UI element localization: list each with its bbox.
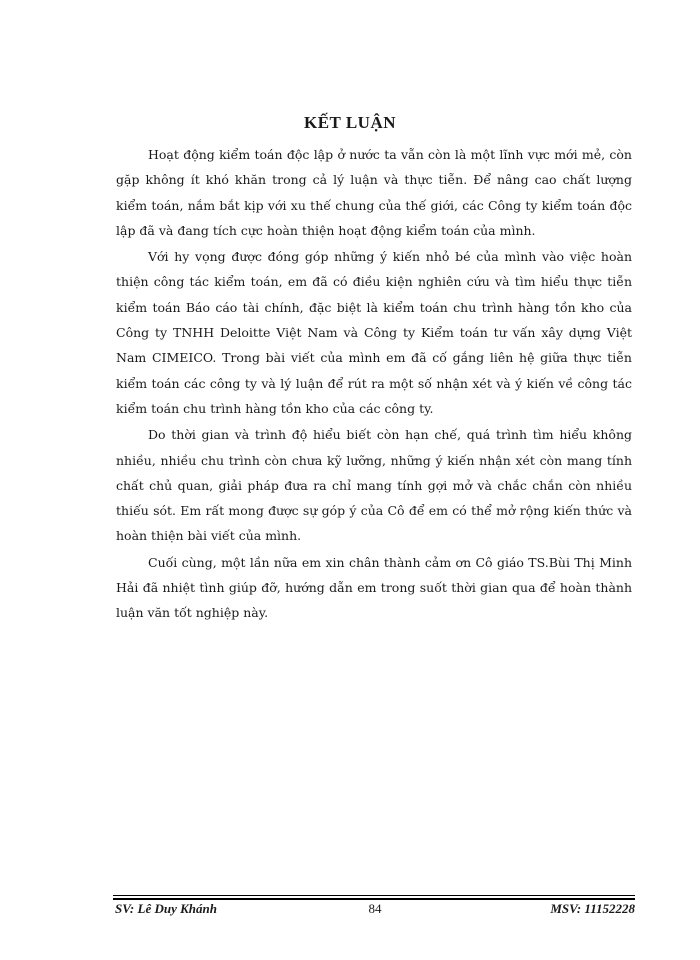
paragraph: Do thời gian và trình độ hiểu biết còn hạn chế, quá trình tìm hiểu không nhiều, nhiều chu trình còn chưa kỹ lưỡng, những ý kiến nhận xét còn mang tính chất chủ quan, giải pháp đưa ra chỉ mang tính gợi mở và chắc chắn còn nhiều thiếu sót. Em rất mong được sự góp ý của Cô để em có thể mở rộng kiến thức và hoàn thiện bài viết của mình. <box>116 427 632 544</box>
footer-student-id: MSV: 11152228 <box>550 901 635 916</box>
paragraph: Hoạt động kiểm toán độc lập ở nước ta vẫn còn là một lĩnh vực mới mẻ, còn gặp không ít khó khăn trong cả lý luận và thực tiễn. Để nâng cao chất lượng kiểm toán, nắm bắt kịp với xu thế chung của thế giới, các Công ty kiểm toán độc lập đã và đang tích cực hoàn thiện hoạt động kiểm toán của mình. <box>116 147 632 238</box>
page-title: KẾT LUẬN <box>303 113 396 132</box>
body-text <box>116 142 632 627</box>
footer-student-name: SV: Lê Duy Khánh <box>115 901 217 916</box>
footer-divider-thick <box>113 898 635 900</box>
footer-page-number: 84 <box>368 901 382 916</box>
paragraph: Cuối cùng, một lần nữa em xin chân thành cảm ơn Cô giáo TS.Bùi Thị Minh Hải đã nhiệt tình giúp đỡ, hướng dẫn em trong suốt thời gian qua để hoàn thành luận văn tốt nghiệp này. <box>116 554 632 621</box>
paragraph: Với hy vọng được đóng góp những ý kiến nhỏ bé của mình vào việc hoàn thiện công tác kiểm toán, em đã có điều kiện nghiên cứu và tìm hiểu thực tiễn kiểm toán Báo cáo tài chính, đặc biệt là kiểm toán chu trình hàng tồn kho của Công ty TNHH Deloitte Việt Nam và Công ty Kiểm toán tư vấn xây dựng Việt Nam CIMEICO. Trong bài viết của mình em đã cố gắng liên hệ giữa thực tiễn kiểm toán các công ty và lý luận để rút ra một số nhận xét và ý kiến về công tác kiểm toán chu trình hàng tồn kho của các công ty. <box>116 249 632 416</box>
page-footer <box>115 901 635 919</box>
footer-divider <box>113 895 635 896</box>
